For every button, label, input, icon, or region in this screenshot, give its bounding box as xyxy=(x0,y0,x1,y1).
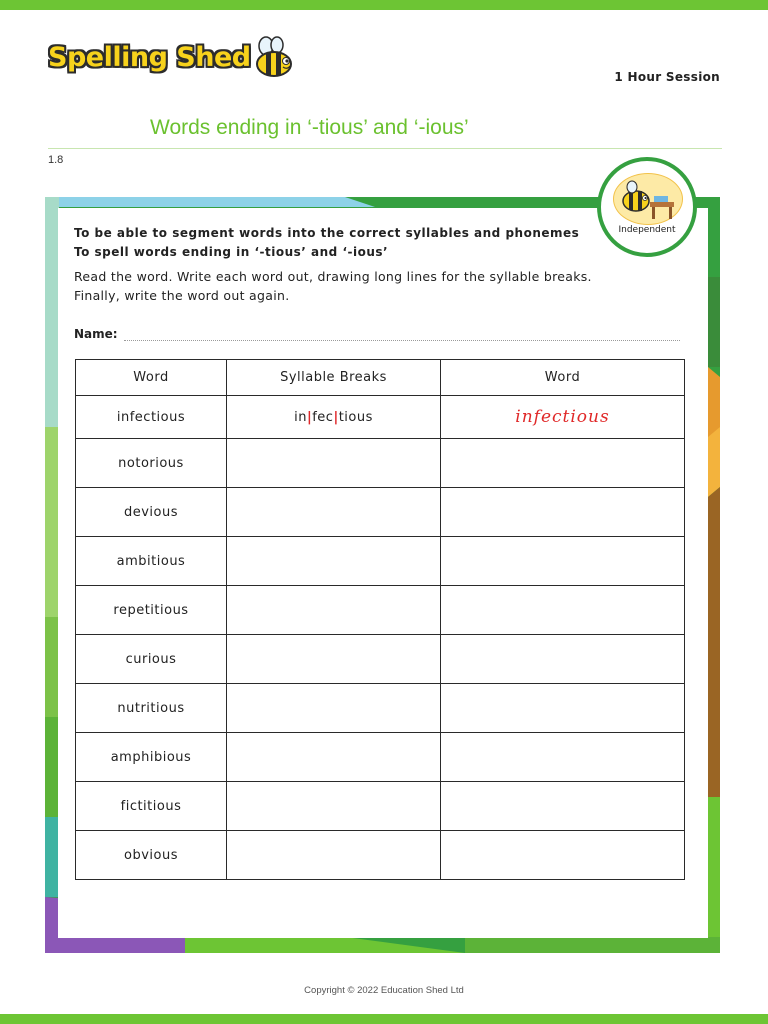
objective-line: To spell words ending in ‘-tious’ and ‘-ious’ xyxy=(74,245,389,259)
table-row xyxy=(76,439,685,488)
syllable: fec xyxy=(312,409,334,425)
syllable: in xyxy=(294,409,307,425)
word-cell: notorious xyxy=(76,439,227,488)
logo-text: Spelling Shed xyxy=(48,42,251,73)
title-divider xyxy=(48,148,722,149)
badge-background xyxy=(613,173,683,225)
syllable-breaks-cell[interactable] xyxy=(227,831,441,880)
example-row xyxy=(76,396,685,439)
spelling-table xyxy=(75,359,685,880)
table-row xyxy=(76,537,685,586)
example-word: infectious xyxy=(76,396,227,439)
lesson-reference: 1.8 xyxy=(48,154,64,166)
syllable-break-line: | xyxy=(306,409,313,425)
write-word-cell[interactable] xyxy=(441,586,685,635)
spelling-shed-logo xyxy=(48,36,298,84)
write-word-cell[interactable] xyxy=(441,782,685,831)
copyright-footer: Copyright © 2022 Education Shed Ltd xyxy=(304,985,464,996)
column-header-word-again: Word xyxy=(441,360,685,396)
example-written-word xyxy=(441,396,685,439)
write-word-cell[interactable] xyxy=(441,684,685,733)
bottom-accent-bar xyxy=(0,1014,768,1024)
table-row xyxy=(76,831,685,880)
handwritten-word: infectious xyxy=(515,407,610,427)
syllable-breaks-cell[interactable] xyxy=(227,439,441,488)
page-title: Words ending in ‘-tious’ and ‘-ious’ xyxy=(150,116,469,139)
write-word-cell[interactable] xyxy=(441,831,685,880)
word-cell: nutritious xyxy=(76,684,227,733)
bee-at-desk-icon xyxy=(614,174,682,224)
table-row xyxy=(76,586,685,635)
badge-label: Independent xyxy=(618,225,676,235)
table-row xyxy=(76,635,685,684)
column-header-word: Word xyxy=(76,360,227,396)
word-cell: devious xyxy=(76,488,227,537)
table-row xyxy=(76,782,685,831)
word-cell: fictitious xyxy=(76,782,227,831)
syllable-breaks-cell[interactable] xyxy=(227,586,441,635)
word-cell: repetitious xyxy=(76,586,227,635)
word-cell: ambitious xyxy=(76,537,227,586)
instruction-line: Read the word. Write each word out, drawing long lines for the syllable breaks. xyxy=(74,269,592,284)
word-cell: amphibious xyxy=(76,733,227,782)
independent-badge xyxy=(597,157,697,257)
write-word-cell[interactable] xyxy=(441,635,685,684)
table-row xyxy=(76,488,685,537)
bee-icon xyxy=(252,36,296,82)
column-header-syllable-breaks: Syllable Breaks xyxy=(227,360,441,396)
write-word-cell[interactable] xyxy=(441,733,685,782)
learning-objectives xyxy=(74,224,579,262)
syllable-breaks-cell[interactable] xyxy=(227,488,441,537)
table-header-row xyxy=(76,360,685,396)
objective-line: To be able to segment words into the correct syllables and phonemes xyxy=(74,226,580,240)
table-row xyxy=(76,684,685,733)
write-word-cell[interactable] xyxy=(441,488,685,537)
write-word-cell[interactable] xyxy=(441,439,685,488)
name-label: Name: xyxy=(74,327,118,341)
syllable-breaks-cell[interactable] xyxy=(227,684,441,733)
syllable-breaks-cell[interactable] xyxy=(227,782,441,831)
instruction-line: Finally, write the word out again. xyxy=(74,288,290,303)
top-accent-bar xyxy=(0,0,768,10)
word-cell: obvious xyxy=(76,831,227,880)
session-length: 1 Hour Session xyxy=(614,70,720,84)
write-word-cell[interactable] xyxy=(441,537,685,586)
syllable-break-line: | xyxy=(333,409,339,425)
syllable-breaks-cell[interactable] xyxy=(227,733,441,782)
syllable: tious xyxy=(338,409,373,425)
syllable-breaks-cell[interactable] xyxy=(227,537,441,586)
instructions xyxy=(74,267,592,305)
word-cell: curious xyxy=(76,635,227,684)
name-field[interactable] xyxy=(124,340,680,341)
example-syllable-breaks xyxy=(227,396,441,439)
table-row xyxy=(76,733,685,782)
syllable-breaks-cell[interactable] xyxy=(227,635,441,684)
